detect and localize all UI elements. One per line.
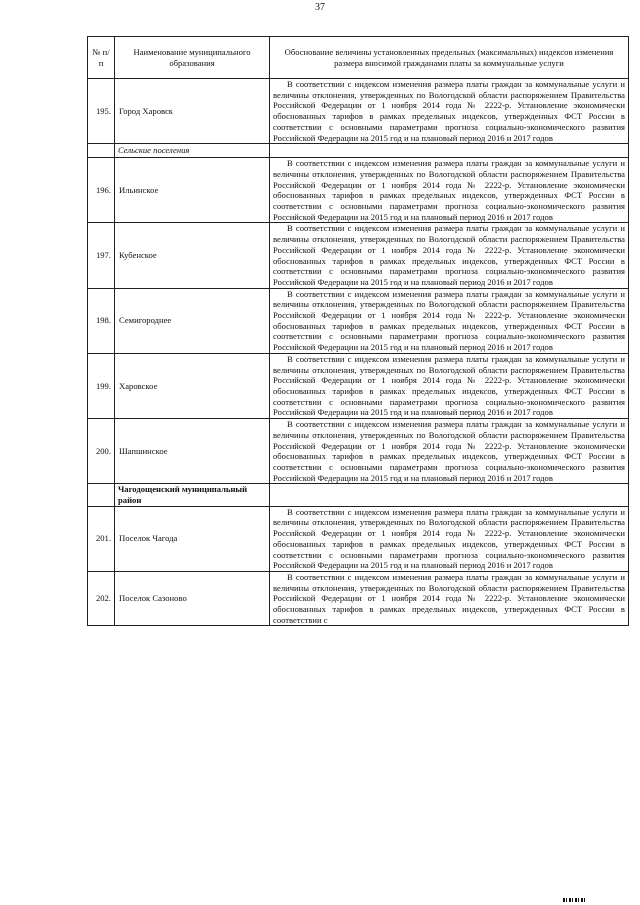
section-basis-cell — [270, 484, 629, 506]
basis-text: В соответствии с индексом изменения размера платы граждан за коммунальные услуги и величины отклонения, утвержденных по Вологодской области распоряжением Правительства Российской Федерации от 1 ноября 2014 года № 2222-р. Установление экономически обоснованных тарифов в рамках предельных индексов, утвержденных ФСТ России в соответствии с основными параметрами прогноза социально-экономического развития Российской Федерации на 2015 год и на плановый период 2016 и 2017 годов — [270, 419, 629, 484]
section-row — [88, 484, 629, 506]
page-number: 37 — [315, 2, 325, 13]
section-number-cell — [88, 484, 115, 506]
table-row — [88, 223, 629, 288]
row-number: 196. — [88, 158, 115, 223]
table-body — [88, 79, 629, 626]
basis-text: В соответствии с индексом изменения размера платы граждан за коммунальные услуги и величины отклонения, утвержденных по Вологодской области распоряжением Правительства Российской Федерации от 1 ноября 2014 года № 2222-р. Установление экономически обоснованных тарифов в рамках предельных индексов, утвержденных ФСТ России в соответствии с основными параметрами прогноза социально-экономического развития Российской Федерации на 2015 год и на плановый период 2016 и 2017 годов — [270, 79, 629, 144]
table-row — [88, 158, 629, 223]
table-row — [88, 79, 629, 144]
municipality-name: Ильинское — [115, 158, 270, 223]
municipality-name: Семигороднее — [115, 288, 270, 353]
table-row — [88, 506, 629, 571]
scan-barcode-mark — [563, 898, 585, 902]
row-number: 195. — [88, 79, 115, 144]
table-header-row — [88, 37, 629, 79]
municipality-name: Харовское — [115, 353, 270, 418]
table-row — [88, 288, 629, 353]
municipality-name: Поселок Чагода — [115, 506, 270, 571]
municipality-name: Город Харовск — [115, 79, 270, 144]
section-title: Сельские поселения — [115, 144, 270, 158]
municipality-name: Поселок Сазоново — [115, 571, 270, 626]
section-number-cell — [88, 144, 115, 158]
section-row — [88, 144, 629, 158]
row-number: 202. — [88, 571, 115, 626]
basis-text: В соответствии с индексом изменения размера платы граждан за коммунальные услуги и величины отклонения, утвержденных по Вологодской области распоряжением Правительства Российской Федерации от 1 ноября 2014 года № 2222-р. Установление экономически обоснованных тарифов в рамках предельных индексов, утвержденных ФСТ России в соответствии с основными параметрами прогноза социально-экономического развития Российской Федерации на 2015 год и на плановый период 2016 и 2017 годов — [270, 288, 629, 353]
row-number: 197. — [88, 223, 115, 288]
basis-text: В соответствии с индексом изменения размера платы граждан за коммунальные услуги и величины отклонения, утвержденных по Вологодской области распоряжением Правительства Российской Федерации от 1 ноября 2014 года № 2222-р. Установление экономически обоснованных тарифов в рамках предельных индексов, утвержденных ФСТ России в соответствии с основными параметрами прогноза социально-экономического развития Российской Федерации на 2015 год и на плановый период 2016 и 2017 годов — [270, 506, 629, 571]
table-row — [88, 419, 629, 484]
header-basis: Обоснование величины установленных предельных (максимальных) индексов изменения размера вносимой гражданами платы за коммунальные услуги — [270, 37, 629, 79]
tariff-index-table — [87, 36, 629, 626]
section-basis-cell — [270, 144, 629, 158]
section-title: Чагодощенский муниципальный район — [115, 484, 270, 506]
row-number: 198. — [88, 288, 115, 353]
municipality-name: Шапшинское — [115, 419, 270, 484]
row-number: 200. — [88, 419, 115, 484]
municipality-name: Кубенское — [115, 223, 270, 288]
header-number: № п/п — [88, 37, 115, 79]
row-number: 201. — [88, 506, 115, 571]
basis-text: В соответствии с индексом изменения размера платы граждан за коммунальные услуги и величины отклонения, утвержденных по Вологодской области распоряжением Правительства Российской Федерации от 1 ноября 2014 года № 2222-р. Установление экономически обоснованных тарифов в рамках предельных индексов, утвержденных ФСТ России в соответствии с основными параметрами прогноза социально-экономического развития Российской Федерации на 2015 год и на плановый период 2016 и 2017 годов — [270, 353, 629, 418]
header-municipality: Наименование муниципального образования — [115, 37, 270, 79]
row-number: 199. — [88, 353, 115, 418]
basis-text: В соответствии с индексом изменения размера платы граждан за коммунальные услуги и величины отклонения, утвержденных по Вологодской области распоряжением Правительства Российской Федерации от 1 ноября 2014 года № 2222-р. Установление экономически обоснованных тарифов в рамках предельных индексов, утвержденных ФСТ России в соответствии с основными параметрами прогноза социально-экономического развития Российской Федерации на 2015 год и на плановый период 2016 и 2017 годов — [270, 158, 629, 223]
table-row — [88, 353, 629, 418]
table-row — [88, 571, 629, 626]
basis-text: В соответствии с индексом изменения размера платы граждан за коммунальные услуги и величины отклонения, утвержденных по Вологодской области распоряжением Правительства Российской Федерации от 1 ноября 2014 года № 2222-р. Установление экономически обоснованных тарифов в рамках предельных индексов, утвержденных ФСТ России в соответствии с — [270, 571, 629, 626]
basis-text: В соответствии с индексом изменения размера платы граждан за коммунальные услуги и величины отклонения, утвержденных по Вологодской области распоряжением Правительства Российской Федерации от 1 ноября 2014 года № 2222-р. Установление экономически обоснованных тарифов в рамках предельных индексов, утвержденных ФСТ России в соответствии с основными параметрами прогноза социально-экономического развития Российской Федерации на 2015 год и на плановый период 2016 и 2017 годов — [270, 223, 629, 288]
